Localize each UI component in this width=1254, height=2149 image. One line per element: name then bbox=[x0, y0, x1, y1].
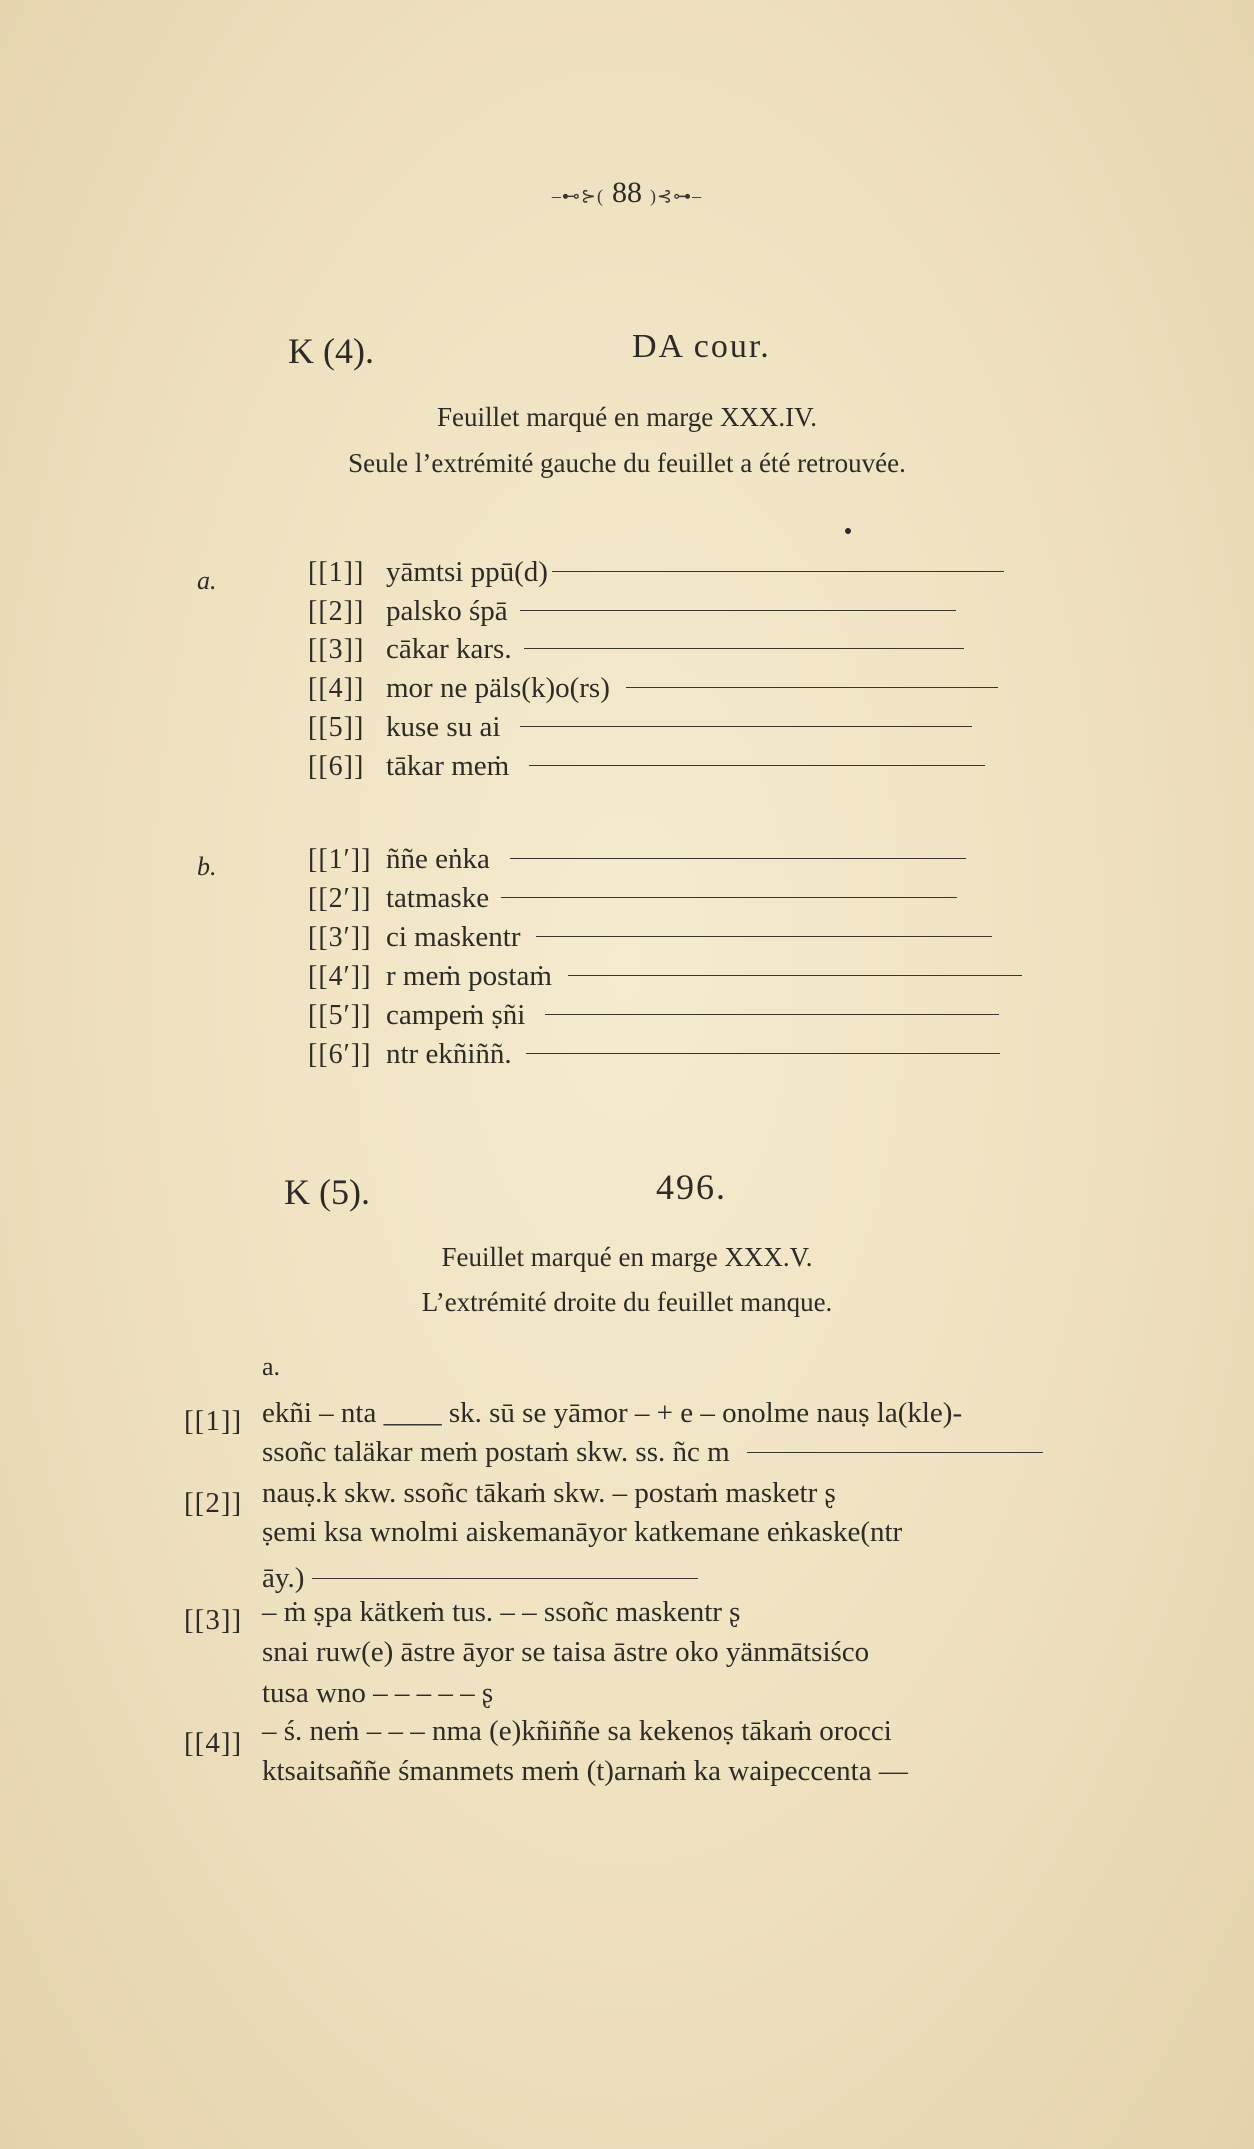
k4-a-line bbox=[308, 750, 985, 786]
lacuna-rule bbox=[529, 765, 985, 766]
right-ornament: )⊰⊶– bbox=[650, 186, 703, 206]
line-text: r meṁ postaṁ bbox=[386, 960, 552, 992]
k4-side-b-letter: b. bbox=[197, 852, 217, 881]
k4-a-line bbox=[308, 595, 956, 631]
k5-para-line bbox=[262, 1436, 1043, 1469]
k4-b-line bbox=[308, 999, 999, 1035]
stray-dot-mark bbox=[845, 528, 851, 534]
line-text: ci maskentr bbox=[386, 921, 521, 953]
k5-para-line: snai ruw(e) āstre āyor se taisa āstre oko yänmātsiśco bbox=[262, 1636, 870, 1668]
k4-b-line bbox=[308, 882, 957, 918]
k4-b-line bbox=[308, 921, 992, 957]
line-number: [[1]] bbox=[308, 557, 365, 588]
k5-para-number: [[4]] bbox=[184, 1727, 243, 1759]
line-text: campeṁ ṣñi bbox=[386, 999, 526, 1031]
lacuna-rule bbox=[747, 1452, 1043, 1453]
lacuna-rule bbox=[526, 1053, 1000, 1054]
page-number: 88 bbox=[612, 176, 642, 209]
line-number: [[6]] bbox=[308, 751, 365, 782]
k5-para-line-text: āy.) bbox=[262, 1562, 305, 1594]
left-ornament: –⊷⊱( bbox=[551, 186, 604, 206]
lacuna-rule bbox=[312, 1578, 698, 1579]
lacuna-rule bbox=[520, 610, 956, 611]
k5-para-line: – ś. neṁ – – – nma (e)kñiññe sa kekenoṣ tākaṁ orocci bbox=[262, 1715, 892, 1747]
lacuna-rule bbox=[536, 936, 992, 937]
lacuna-rule bbox=[626, 687, 998, 688]
k5-para-line: tusa wno – – – – – ʂ bbox=[262, 1677, 494, 1709]
line-text: kuse su ai bbox=[386, 711, 501, 743]
k4-b-line bbox=[308, 843, 966, 879]
section-k5-note-1: Feuillet marqué en marge XXX.V. bbox=[441, 1242, 813, 1272]
line-number: [[3′]] bbox=[308, 922, 372, 953]
lacuna-rule bbox=[510, 858, 966, 859]
k5-para-number: [[3]] bbox=[184, 1604, 243, 1636]
k4-b-line bbox=[308, 960, 1022, 996]
k5-para-number: [[1]] bbox=[184, 1405, 243, 1437]
section-k4-note-2: Seule l’extrémité gauche du feuillet a été retrouvée. bbox=[348, 448, 906, 478]
line-text: palsko śpā bbox=[386, 595, 508, 627]
line-text: ññe eṅka bbox=[386, 843, 490, 875]
section-k5-label: K (5). bbox=[284, 1172, 370, 1212]
k4-a-line bbox=[308, 672, 998, 708]
section-k4-title: DA cour. bbox=[632, 328, 771, 365]
line-number: [[5′]] bbox=[308, 1000, 372, 1031]
section-k4-note-1: Feuillet marqué en marge XXX.IV. bbox=[437, 402, 817, 432]
section-k5-title: 496. bbox=[656, 1167, 727, 1207]
line-number: [[5]] bbox=[308, 712, 365, 743]
k4-b-line bbox=[308, 1038, 1000, 1074]
k5-para-number: [[2]] bbox=[184, 1487, 243, 1519]
k4-side-a-letter: a. bbox=[197, 566, 217, 595]
line-number: [[2]] bbox=[308, 596, 365, 627]
k5-para-line: ṣemi ksa wnolmi aiskemanāyor katkemane eṅkaske(ntr bbox=[262, 1516, 903, 1548]
k5-para-line: – ṁ ṣpa kätkeṁ tus. – – ssoñc maskentr ʂ bbox=[262, 1596, 741, 1628]
lacuna-rule bbox=[520, 726, 972, 727]
line-number: [[1′]] bbox=[308, 844, 372, 875]
k4-a-line bbox=[308, 633, 964, 669]
lacuna-rule bbox=[524, 648, 964, 649]
line-text: cākar kars. bbox=[386, 633, 512, 665]
k5-para-line: ktsaitsaññe śmanmets meṁ (t)arnaṁ ka waipeccenta — bbox=[262, 1755, 908, 1787]
k5-para-line bbox=[262, 1562, 698, 1595]
lacuna-rule bbox=[501, 897, 957, 898]
k5-side-a-letter: a. bbox=[262, 1352, 281, 1381]
page-number-header bbox=[0, 176, 1254, 210]
lacuna-rule bbox=[568, 975, 1022, 976]
lacuna-rule bbox=[545, 1014, 999, 1015]
line-text: mor ne päls(k)o(rs) bbox=[386, 672, 610, 704]
line-text: tatmaske bbox=[386, 882, 490, 914]
line-number: [[2′]] bbox=[308, 883, 372, 914]
k5-para-line: nauṣ.k skw. ssoñc tākaṁ skw. – postaṁ masketr ʂ bbox=[262, 1477, 836, 1509]
line-number: [[3]] bbox=[308, 634, 365, 665]
section-k4-label: K (4). bbox=[288, 331, 374, 371]
line-number: [[4′]] bbox=[308, 961, 372, 992]
lacuna-rule bbox=[552, 571, 1004, 572]
k5-para-line-text: ssoñc taläkar meṁ postaṁ skw. ss. ñc m bbox=[262, 1436, 730, 1468]
line-text: ntr ekñiññ. bbox=[386, 1038, 512, 1070]
line-text: tākar meṁ bbox=[386, 750, 510, 782]
line-number: [[4]] bbox=[308, 673, 365, 704]
k4-a-line bbox=[308, 556, 1004, 592]
line-text: yāmtsi ppū(d) bbox=[386, 556, 548, 588]
section-k5-note-2: L’extrémité droite du feuillet manque. bbox=[421, 1287, 833, 1317]
k4-a-line bbox=[308, 711, 972, 747]
k5-para-line: ekñi – nta ____ sk. sū se yāmor – + e – onolme nauṣ la(kle)- bbox=[262, 1397, 963, 1429]
line-number: [[6′]] bbox=[308, 1039, 372, 1070]
